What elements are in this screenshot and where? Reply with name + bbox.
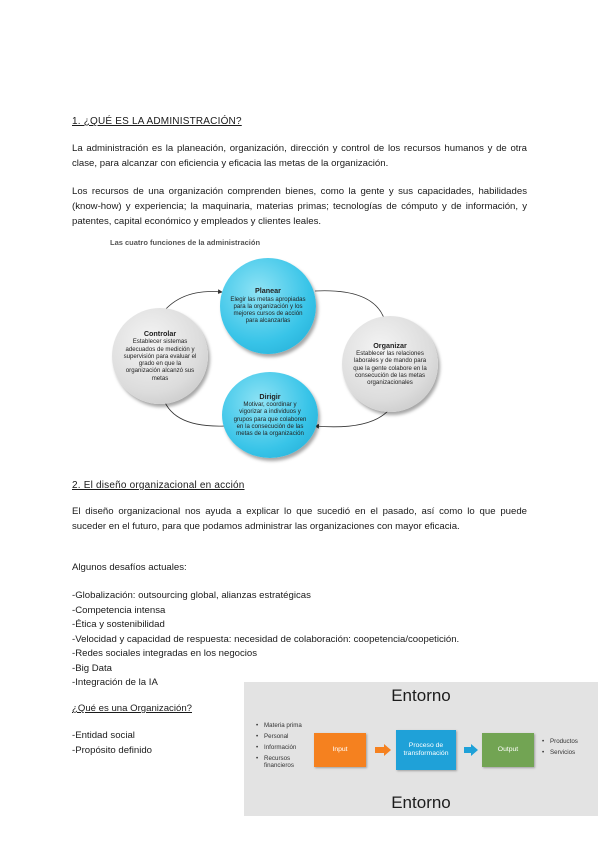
input-box: Input — [314, 733, 366, 767]
entorno-diagram — [244, 682, 598, 816]
planear-title: Planear — [255, 286, 281, 296]
controlar-circle — [112, 308, 208, 404]
org-item: -Entidad social — [72, 730, 135, 741]
organizar-title: Organizar — [373, 340, 407, 350]
inputs-list — [256, 722, 310, 773]
input-item: • Información — [256, 744, 297, 751]
challenge-item: -Integración de la IA — [72, 677, 158, 688]
challenges-list — [72, 589, 459, 691]
functions-diagram-title: Las cuatro funciones de la administración — [110, 238, 261, 247]
input-item: • Personal — [256, 733, 289, 740]
input-item: • Recursos financieros — [256, 755, 294, 769]
section1-paragraph2: Los recursos de una organización comprenden bienes, como la gente y sus capacidades, habilidades (know-how) y experiencia; la maquinaria, materias primas; tecnologías de cómputo y de información, y patentes, capital económico y empleados y clientes leales. — [72, 186, 527, 227]
arrow-right-icon — [464, 744, 478, 756]
section1-heading: 1. ¿QUÉ ES LA ADMINISTRACIÓN? — [72, 116, 242, 127]
organizar-circle — [342, 316, 438, 412]
section1-paragraph1: La administración es la planeación, organización, dirección y control de los recursos humanos y de otra clase, para alcanzar con eficiencia y eficacia las metas de la organización. — [72, 143, 527, 169]
org-item: -Propósito definido — [72, 744, 152, 756]
planear-desc: Elegir las metas apropiadas para la organización y los mejores cursos de acción para alcanzarlas — [230, 295, 306, 325]
org-items — [72, 729, 152, 758]
arrow-right-icon — [375, 744, 391, 756]
challenges-intro: Algunos desafíos actuales: — [72, 562, 187, 573]
entorno-bottom-label: Entorno — [391, 793, 451, 812]
output-item: • Servicios — [542, 749, 576, 756]
dirigir-desc: Motivar, coordinar y vigorizar a individuos y grupos para que colaboren en la consecución de las metas de la organización — [233, 401, 307, 437]
organizar-desc: Establecer las relaciones laborales y de mando para que la gente colabore en la consecución de las metas organizacionales — [353, 350, 427, 386]
challenge-item: -Globalización: outsourcing global, alianzas estratégicas — [72, 590, 311, 601]
outputs-list — [542, 738, 596, 760]
challenge-item: -Big Data — [72, 662, 112, 674]
output-box: Output — [482, 733, 534, 767]
section2-paragraph: El diseño organizacional nos ayuda a explicar lo que sucedió en el pasado, así como lo que puede suceder en el futuro, para que podamos administrar las organizaciones con mayor eficacia. — [72, 506, 527, 532]
process-box: Proceso de transformación — [396, 730, 456, 770]
controlar-title: Controlar — [143, 329, 177, 339]
entorno-top-label: Entorno — [391, 686, 451, 705]
challenge-item: -Velocidad y capacidad de respuesta: necesidad de colaboración: coopetencia/coopetición. — [72, 633, 460, 645]
planear-circle — [220, 258, 316, 354]
dirigir-circle — [222, 372, 318, 458]
section2-heading: 2. El diseño organizacional en acción — [72, 480, 245, 491]
controlar-desc: Establecer sistemas adecuados de medición y supervisión para evaluar el grado en que la organización alcanzó sus metas — [123, 338, 197, 382]
challenge-item: -Redes sociales integradas en los negocios — [72, 648, 258, 659]
challenge-item: -Competencia intensa — [72, 604, 166, 616]
functions-diagram — [110, 236, 430, 458]
output-item: • Productos — [542, 738, 578, 745]
dirigir-title: Dirigir — [259, 391, 281, 401]
input-item: • Materia prima — [256, 722, 302, 729]
org-heading: ¿Qué es una Organización? — [72, 703, 192, 714]
challenge-item: -Ética y sostenibilidad — [72, 619, 165, 630]
